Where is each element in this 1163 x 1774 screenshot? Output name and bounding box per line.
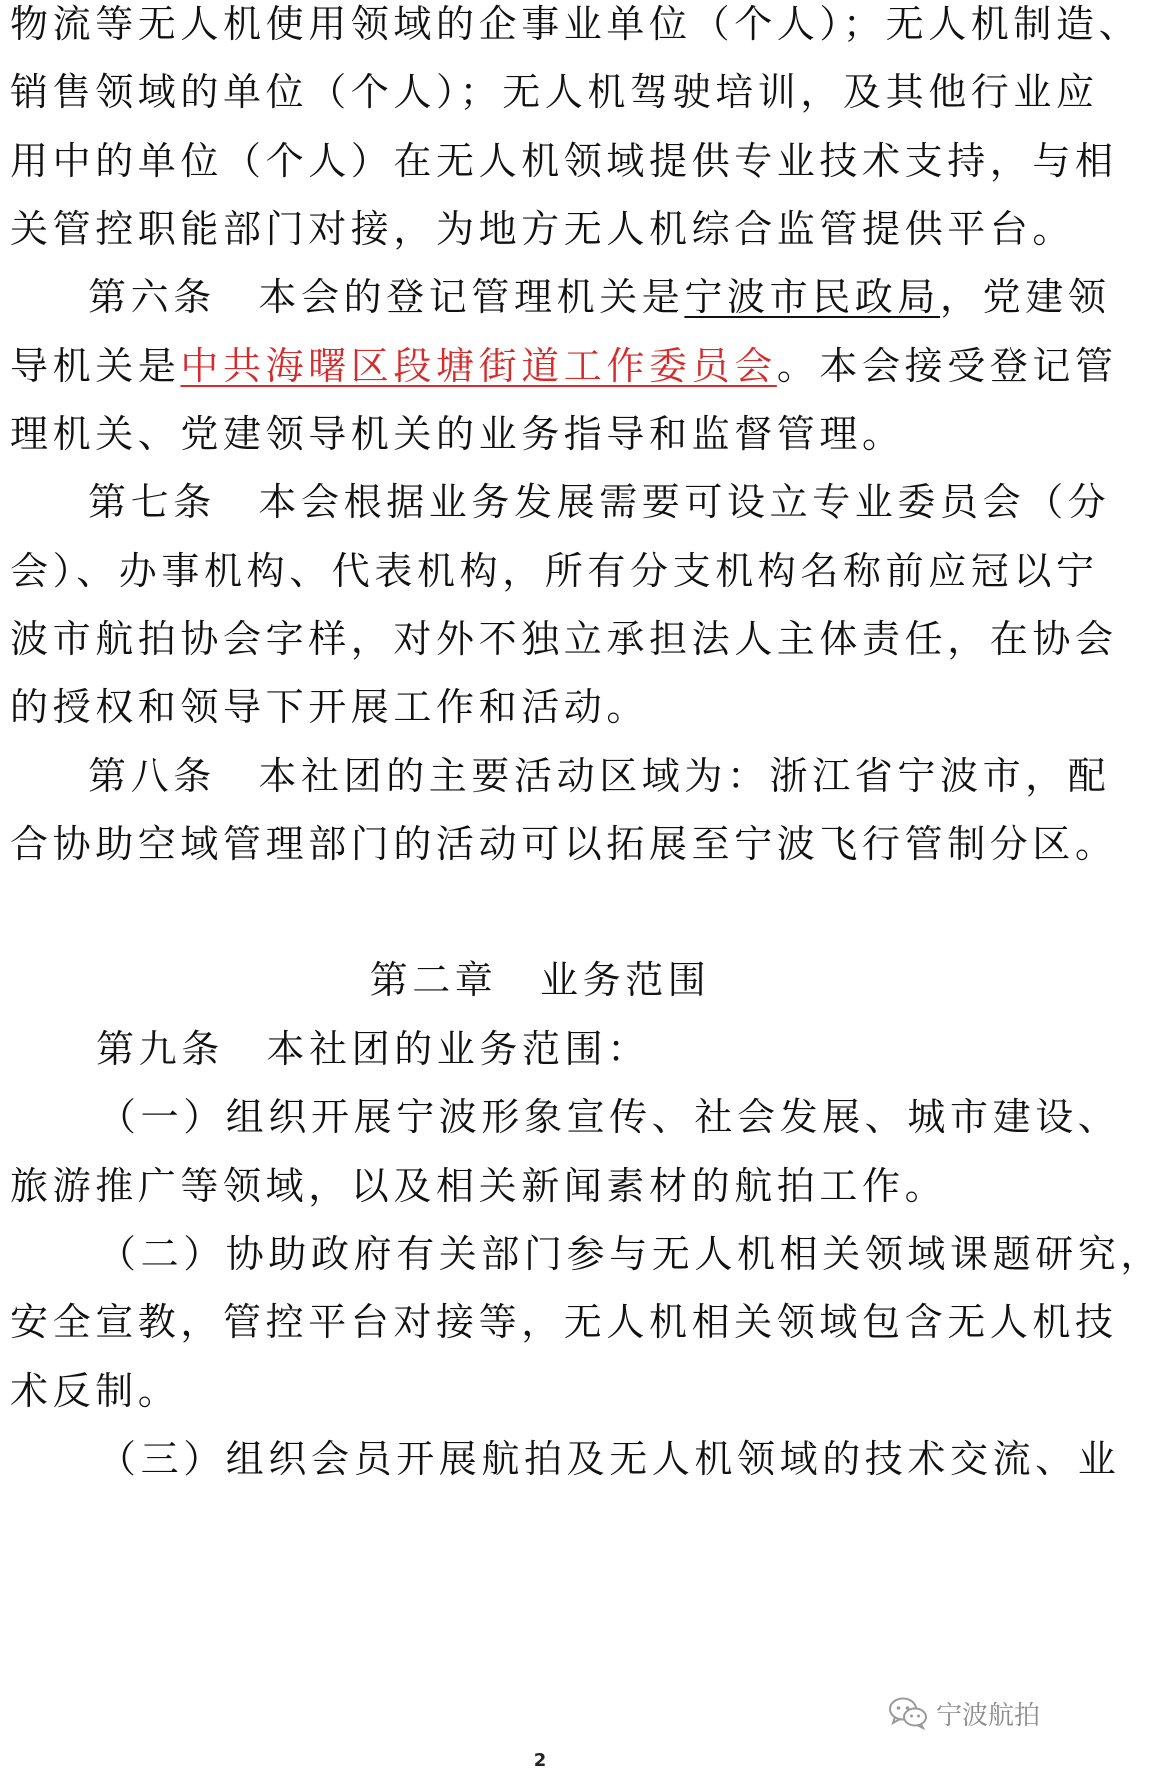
- article-6-line-2: [10, 342, 1118, 390]
- watermark: [888, 1693, 1040, 1733]
- wechat-icon: [888, 1696, 928, 1730]
- text-segment: 导机关是: [10, 344, 181, 388]
- text-line: 销售领域的单位（个人）；无人机驾驶培训，及其他行业应: [10, 70, 1099, 114]
- watermark-text: 宁波航拍: [936, 1700, 1041, 1731]
- text-line: 安全宣教，管控平台对接等，无人机相关领域包含无人机技: [10, 1300, 1118, 1344]
- article-9: 第九条 本社团的业务范围：: [96, 1027, 650, 1071]
- text-line: 用中的单位（个人）在无人机领域提供专业技术支持，与相: [10, 139, 1118, 183]
- text-line: 第八条 本社团的主要活动区域为：浙江省宁波市，配: [88, 754, 1111, 798]
- text-line: 会）、办事机构、代表机构，所有分支机构名称前应冠以宁: [10, 549, 1099, 593]
- text-line: 波市航拍协会字样，对外不独立承担法人主体责任，在协会: [10, 617, 1118, 661]
- page-number: 2: [533, 1750, 547, 1771]
- text-line: 第七条 本会根据业务发展需要可设立专业委员会（分: [88, 480, 1111, 524]
- text-line: 合协助空域管理部门的活动可以拓展至宁波飞行管制分区。: [10, 822, 1118, 866]
- text-line: 旅游推广等领域，以及相关新闻素材的航拍工作。: [10, 1164, 948, 1208]
- text-line: （一）组织开展宁波形象宣传、社会发展、城市建设、: [98, 1095, 1121, 1139]
- text-line: （二）协助政府有关部门参与无人机相关领域课题研究，: [98, 1232, 1163, 1276]
- chapter-title: 第二章 业务范围: [369, 958, 711, 1002]
- party-authority-highlight: 中共海曙区段塘街道工作委员会: [180, 344, 777, 388]
- article-6-line-1: [88, 273, 1110, 321]
- text-line: （三）组织会员开展航拍及无人机领域的技术交流、业: [98, 1437, 1121, 1481]
- text-segment: 第六条 本会的登记管理机关是: [88, 275, 685, 319]
- text-line: 关管控职能部门对接，为地方无人机综合监管提供平台。: [10, 207, 1076, 251]
- text-line: 的授权和领导下开展工作和活动。: [10, 685, 650, 729]
- text-segment: 。本会接受登记管: [776, 344, 1118, 388]
- text-segment: ，党建领: [940, 275, 1111, 319]
- text-line: 物流等无人机使用领域的企事业单位（个人）；无人机制造、: [10, 2, 1142, 46]
- text-line: 理机关、党建领导机关的业务指导和监督管理。: [10, 412, 905, 456]
- registration-authority: 宁波市民政局: [684, 275, 941, 319]
- text-line: 术反制。: [10, 1369, 181, 1413]
